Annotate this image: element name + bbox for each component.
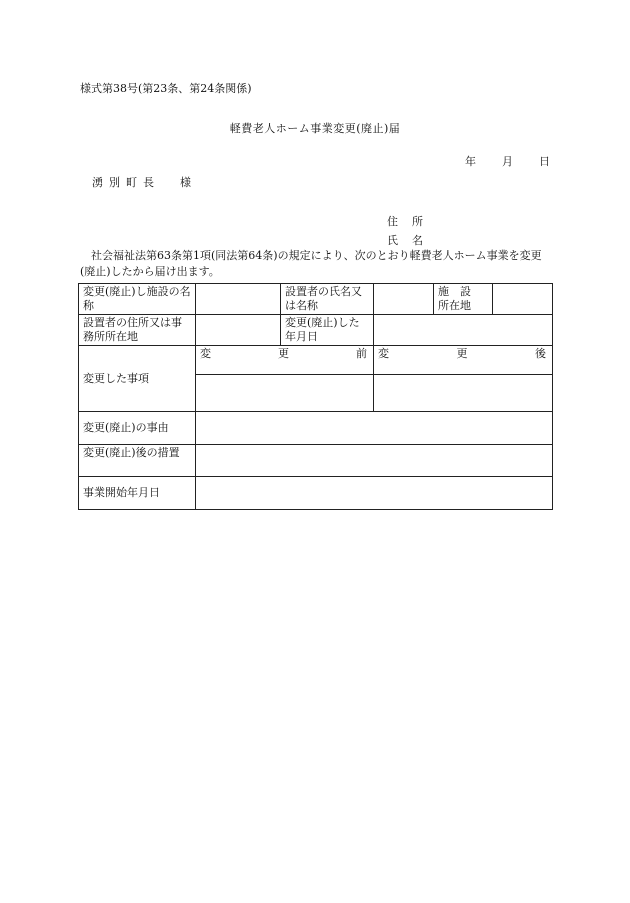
after-field[interactable] (374, 375, 553, 412)
document-title: 軽費老人ホーム事業変更(廃止)届 (229, 122, 401, 135)
facility-name-label: 変更(廃止)し施設の名称 (79, 284, 196, 315)
body-text: 社会福祉法第63条第1項(同法第64条)の規定により、次のとおり軽費老人ホーム事業を変更(廃止)したから届け出ます。 (80, 249, 542, 278)
after-char-3: 後 (535, 347, 546, 360)
before-char-2: 更 (278, 347, 289, 360)
sender-name-label: 氏名 (387, 234, 437, 247)
facility-name-field[interactable] (196, 284, 281, 315)
facility-location-field[interactable] (493, 284, 553, 315)
reason-field[interactable] (196, 412, 553, 445)
measures-field[interactable] (196, 445, 553, 477)
sender-address-label: 住所 (387, 215, 437, 228)
start-date-field[interactable] (196, 477, 553, 510)
installer-address-field[interactable] (196, 315, 281, 346)
year-label: 年 (465, 155, 476, 168)
facility-location-label-2: 所在地 (438, 299, 471, 312)
addressee-name: 湧別町長 (92, 176, 160, 189)
facility-location-label-1: 施 設 (438, 285, 471, 298)
changed-items-label: 変更した事項 (79, 346, 196, 412)
measures-label: 変更(廃止)後の措置 (79, 445, 196, 477)
form-table (78, 283, 553, 510)
addressee-suffix: 様 (180, 176, 191, 189)
before-char-3: 前 (356, 347, 367, 360)
reason-label: 変更(廃止)の事由 (79, 412, 196, 445)
after-char-1: 変 (378, 347, 389, 360)
change-date-field[interactable] (374, 315, 553, 346)
after-char-2: 更 (456, 347, 468, 360)
day-label: 日 (539, 155, 550, 168)
change-date-label: 変更(廃止)した年月日 (281, 315, 374, 346)
before-field[interactable] (196, 375, 374, 412)
before-char-1: 変 (200, 347, 211, 360)
start-date-label: 事業開始年月日 (79, 477, 196, 510)
before-header (196, 346, 374, 375)
submission-date (465, 155, 550, 169)
installer-name-label: 設置者の氏名又は名称 (281, 284, 374, 315)
facility-location-label (434, 284, 493, 315)
installer-name-field[interactable] (374, 284, 434, 315)
addressee (92, 176, 191, 190)
form-number: 様式第38号(第23条、第24条関係) (80, 82, 252, 95)
month-label: 月 (502, 155, 513, 168)
installer-address-label: 設置者の住所又は事務所所在地 (79, 315, 196, 346)
after-header (374, 346, 553, 375)
sender-block (387, 212, 437, 250)
